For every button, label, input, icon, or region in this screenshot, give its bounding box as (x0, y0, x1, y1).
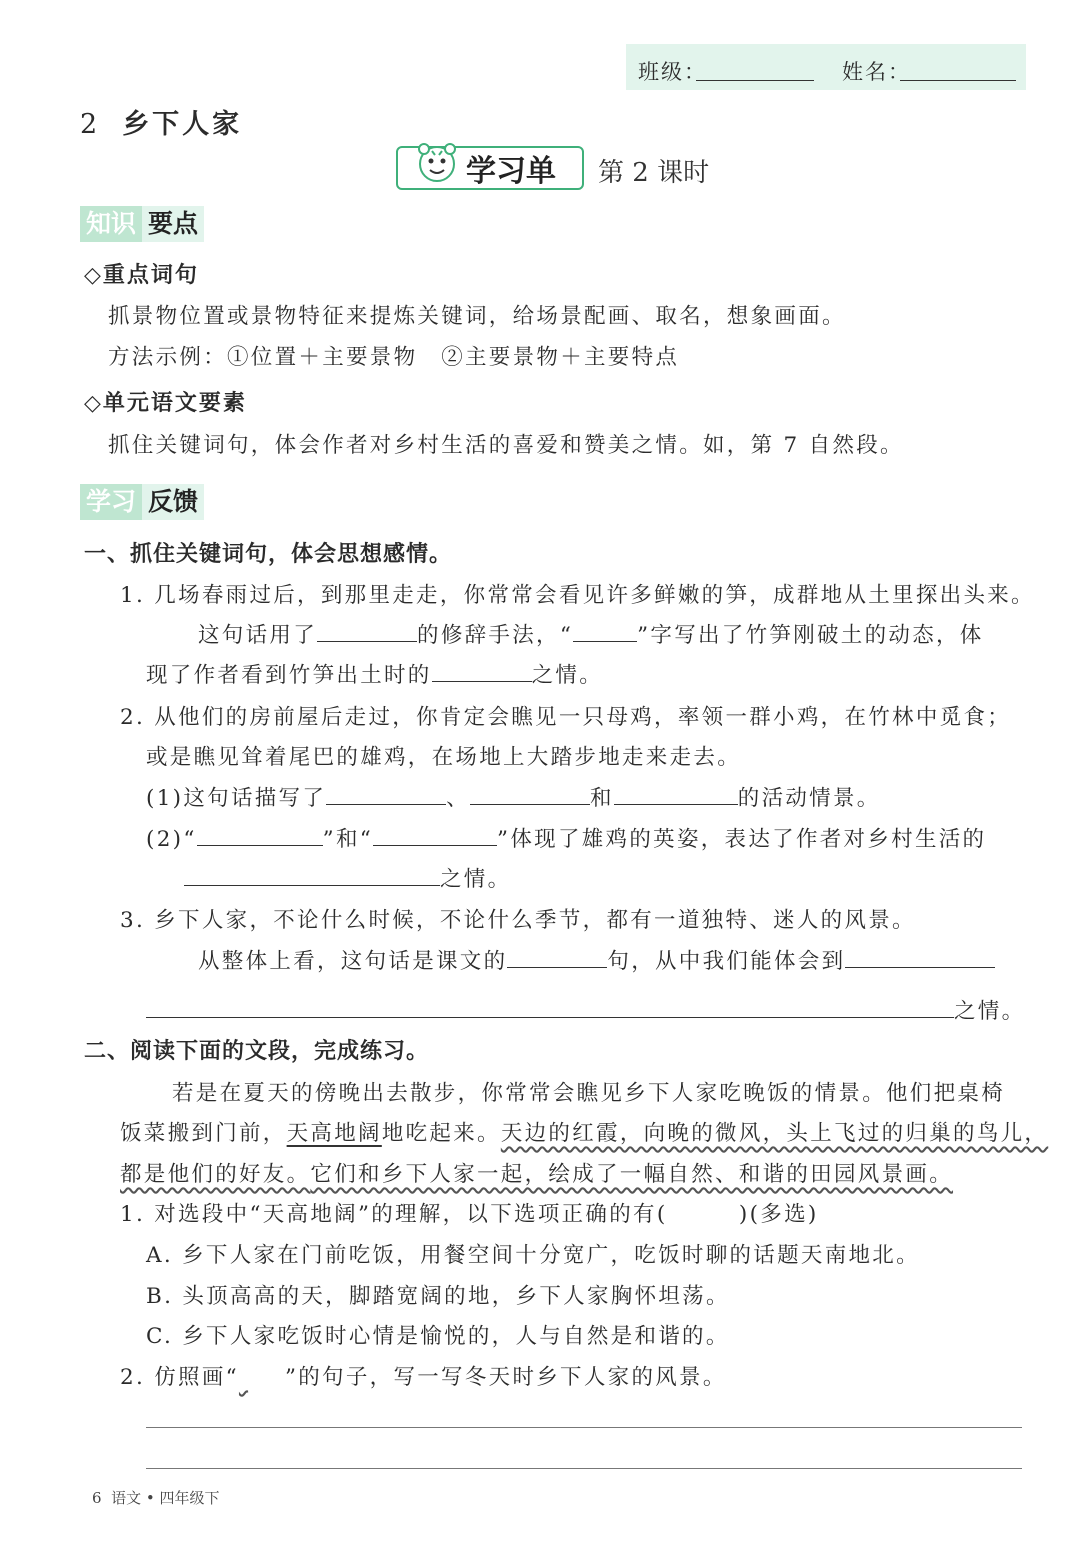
q3-line1: 从整体上看，这句话是课文的 句，从中我们能体会到 (198, 944, 995, 975)
tiger-mascot-icon (412, 140, 462, 186)
section-knowledge-title-b: 要点 (142, 206, 204, 242)
answer-line-1[interactable] (146, 1427, 1022, 1428)
q2-blank-3[interactable] (614, 782, 738, 805)
key-words-text: 抓景物位置或景物特征来提炼关键词，给场景配画、取名，想象画面。 (108, 304, 846, 329)
q3-blank-2[interactable] (845, 945, 995, 968)
page-footer (92, 1487, 219, 1508)
section-feedback-title-a: 学习 (80, 484, 142, 520)
q1-blank-1[interactable] (317, 619, 417, 642)
wavy-sentence-part1: 天边的红霞，向晚的微风，头上飞过的归巢的鸟儿， (500, 1121, 1049, 1146)
lesson-name: 乡下人家 (122, 109, 243, 140)
q2-blank-1[interactable] (326, 782, 446, 805)
q1-line2: 现了作者看到竹笋出土时的 之情。 (146, 658, 603, 689)
badge-label: 学习单 (466, 154, 556, 189)
option-a[interactable]: A. 乡下人家在门前吃饭，用餐空间十分宽广，吃饭时聊的话题天南地北。 (146, 1243, 920, 1268)
p2-q2-text: 2. 仿照画“ ”的句子，写一写冬天时乡下人家的风景。 (120, 1365, 727, 1390)
q3-line2: 之情。 (146, 994, 1025, 1025)
q2-sub1: (1)这句话描写了 、 和 的活动情景。 (146, 781, 881, 812)
q2-blank-5[interactable] (373, 823, 497, 846)
class-label: 班级： (638, 60, 707, 84)
page-number: 6 (92, 1489, 102, 1507)
wavy-sentence-part3: 它们和乡下人家一起，绘成了一幅自然、和谐的田园风景画。 (310, 1162, 954, 1187)
passage-line-2: 饭菜搬到门前，天高地阔地吃起来。天边的红霞，向晚的微风，头上飞过的归巢的鸟儿， (120, 1121, 1049, 1146)
part2-title: 二、阅读下面的文段，完成练习。 (84, 1038, 430, 1064)
underlined-phrase: 天高地阔 (286, 1121, 382, 1146)
answer-line-2[interactable] (146, 1468, 1022, 1469)
q2-blank-2[interactable] (470, 782, 590, 805)
lesson-title (80, 102, 242, 141)
q1-line1: 这句话用了 的修辞手法，“ ”字写出了竹笋刚破土的动态，体 (198, 618, 984, 649)
section-knowledge-header (80, 206, 204, 242)
q3-blank-1[interactable] (507, 945, 607, 968)
q2-blank-6[interactable] (184, 863, 440, 886)
q2-text-1: 2. 从他们的房前屋后走过，你肯定会瞧见一只母鸡，率领一群小鸡，在竹林中觅食； (120, 705, 1012, 730)
q2-sub2-line2: 之情。 (184, 862, 511, 893)
q3-text: 3. 乡下人家，不论什么时候，不论什么季节，都有一道独特、迷人的风景。 (120, 908, 916, 933)
q1-blank-3[interactable] (432, 659, 532, 682)
option-b[interactable]: B. 头顶高高的天，脚踏宽阔的地，乡下人家胸怀坦荡。 (146, 1284, 730, 1309)
lesson-period: 第 2 课时 (598, 158, 710, 188)
q2-blank-4[interactable] (197, 823, 323, 846)
q1-text: 1. 几场春雨过后，到那里走走，你常常会看见许多鲜嫩的笋，成群地从土里探出头来。 (120, 583, 1035, 608)
q2-sub2: (2)“ ”和“ ”体现了雄鸡的英姿，表达了作者对乡村生活的 (146, 822, 986, 853)
section-knowledge-title-a: 知识 (80, 206, 142, 242)
option-c[interactable]: C. 乡下人家吃饭时心情是愉悦的，人与自然是和谐的。 (146, 1324, 730, 1349)
wavy-sentence-part2: 都是他们的好友。 (120, 1162, 311, 1187)
unit-element-heading: ◇单元语文要素 (84, 390, 247, 416)
method-example-text: 方法示例：①位置＋主要景物 ②主要景物＋主要特点 (108, 345, 680, 370)
p2-q1-text: 1. 对选段中“天高地阔”的理解，以下选项正确的有( )(多选) (120, 1202, 819, 1227)
q2-text-2: 或是瞧见耸着尾巴的雄鸡，在场地上大踏步地走来走去。 (146, 745, 742, 770)
passage-line-3 (120, 1157, 953, 1188)
lesson-number: 2 (80, 109, 101, 140)
q1-blank-2[interactable] (573, 619, 637, 642)
class-field[interactable] (696, 60, 814, 81)
q3-blank-3[interactable] (146, 995, 954, 1018)
name-label: 姓名： (842, 60, 911, 84)
name-field[interactable] (900, 60, 1016, 81)
unit-element-text: 抓住关键词句，体会作者对乡村生活的喜爱和赞美之情。如，第 7 自然段。 (108, 433, 904, 458)
footer-subject: 语文 • 四年级下 (111, 1489, 220, 1507)
part1-title: 一、抓住关键词句，体会思想感情。 (84, 541, 453, 567)
section-feedback-header (80, 484, 204, 520)
section-feedback-title-b: 反馈 (142, 484, 204, 520)
passage-line-1: 若是在夏天的傍晚出去散步，你常常会瞧见乡下人家吃晚饭的情景。他们把桌椅 (172, 1081, 1006, 1106)
key-words-heading: ◇重点词句 (84, 262, 199, 288)
